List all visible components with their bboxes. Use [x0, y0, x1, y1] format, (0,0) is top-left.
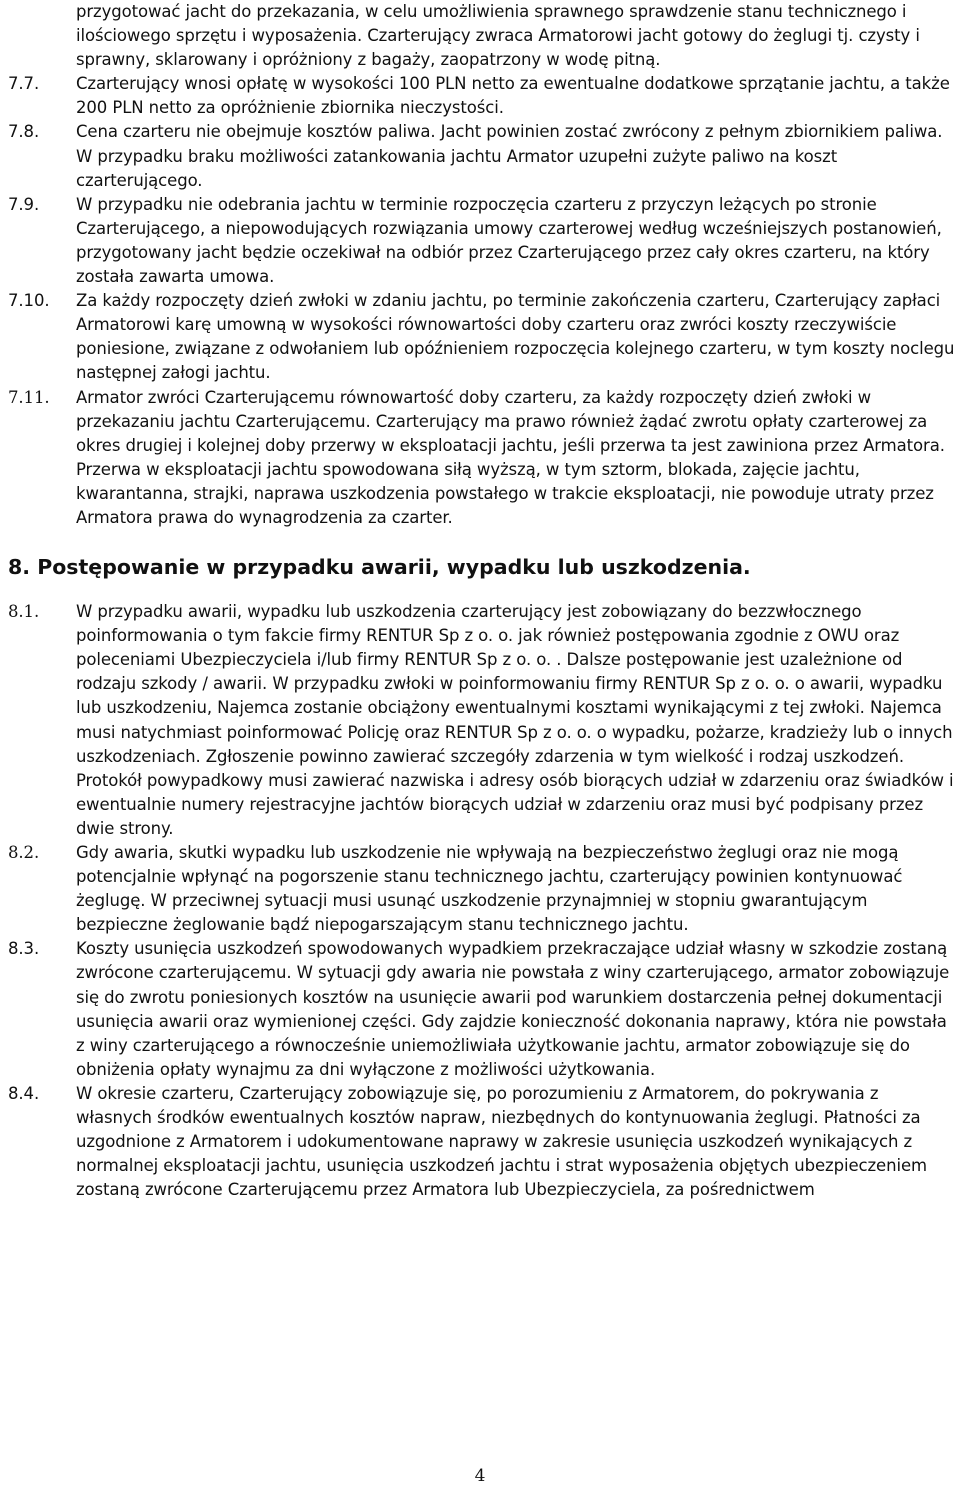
clause-8-4	[0, 1082, 960, 1202]
clause-number: 8.2.	[8, 843, 40, 862]
clause-number: 7.7.	[8, 74, 40, 94]
clause-7-11	[0, 386, 960, 531]
clause-8-1	[0, 600, 960, 841]
clause-8-3	[0, 937, 960, 1082]
clause-number: 7.8.	[8, 122, 40, 142]
clause-text: Za każdy rozpoczęty dzień zwłoki w zdaniu jachtu, po terminie zakończenia czarteru, Czarterujący zapłaci Armatorowi karę umowną w wysokości równowartości doby czarteru oraz zwróci koszty rzeczywiście poniesione, związane z odwołaniem lub opóźnieniem rozpoczęcia kolejnego czarteru, w tym koszty noclegu następnej załogi jachtu.	[76, 291, 955, 383]
clause-7-9	[0, 193, 960, 289]
clause-number: 8.1.	[8, 602, 40, 622]
continuation-paragraph	[0, 0, 960, 72]
clause-text: Cena czarteru nie obejmuje kosztów paliwa. Jacht powinien zostać zwrócony z pełnym zbiornikiem paliwa. W przypadku braku możliwości zatankowania jachtu Armator uzupełni zużyte paliwo na koszt czarterującego.	[76, 122, 943, 190]
section-8-heading: 8. Postępowanie w przypadku awarii, wypadku lub uszkodzenia.	[8, 555, 751, 580]
clause-7-7	[0, 72, 960, 120]
clause-number: 8.3.	[8, 939, 40, 959]
clause-number: 7.10.	[8, 291, 50, 311]
clause-8-2	[0, 841, 960, 937]
clause-text: Gdy awaria, skutki wypadku lub uszkodzenie nie wpływają na bezpieczeństwo żeglugi oraz nie mogą potencjalnie wpłynąć na pogorszenie stanu technicznego jachtu, czarterujący powinien kontynuować żeglugę. W przeciwnej sytuacji musi usunąć uszkodzenie przynajmniej w stopniu gwarantującym bezpieczne żeglowanie bądź niepogarszającym stanu technicznego jachtu.	[76, 843, 903, 935]
clause-number: 7.9.	[8, 194, 40, 214]
clause-number: 7.11.	[8, 387, 50, 407]
clause-number: 8.4.	[8, 1083, 40, 1103]
clause-text: Czarterujący wnosi opłatę w wysokości 100 PLN netto za ewentualne dodatkowe sprzątanie jachtu, a także 200 PLN netto za opróżnienie zbiornika nieczystości.	[76, 74, 950, 118]
spacer	[0, 530, 960, 554]
clause-text: W przypadku awarii, wypadku lub uszkodzenia czarterujący jest zobowiązany do bezzwłocznego poinformowania o tym fakcie firmy RENTUR Sp z o. o. jak również postępowania zgodnie z OWU oraz poleceniami Ubezpieczyciela i/lub firmy RENTUR Sp z o. o. . Dalsze postępowanie jest uzależnione od rodzaju szkody / awarii. W przypadku zwłoki w poinformowaniu firmy RENTUR Sp z o. o. o awarii, wypadku lub uszkodzeniu, Najemca zostanie obciążony ewentualnymi kosztami wynikającymi z tej zwłoki. Najemca musi natychmiast poinformować Policję oraz RENTUR Sp z o. o. o wypadku, pożarze, kradzieży lub o innych uszkodzeniach. Zgłoszenie powinno zawierać szczegóły zdarzenia w tym wielkość i rodzaj uszkodzeń. Protokół powypadkowy musi zawierać nazwiska i adresy osób biorących udział w zdarzeniu oraz świadków i ewentualnie numery rejestracyjne jachtów biorących udział w zdarzeniu oraz musi być podpisany przez dwie strony.	[76, 602, 954, 838]
clause-text: W przypadku nie odebrania jachtu w terminie rozpoczęcia czarteru z przyczyn leżących po stronie Czarterującego, a niepowodujących rozwiązania umowy czarterowej według wcześniejszych postanowień, przygotowany jacht będzie oczekiwał na odbiór przez Czarterującego przez cały okres czarteru, na który została zawarta umowa.	[76, 194, 942, 287]
page-number: 4	[474, 1466, 486, 1486]
clause-text: Armator zwróci Czarterującemu równowartość doby czarteru, za każdy rozpoczęty dzień zwłoki w przekazaniu jachtu Czarterującemu. Czarterujący ma prawo również żądać zwrotu opłaty czarterowej za okres drugiej i kolejnej doby przerwy w eksploatacji jachtu, jeśli przerwa ta jest zawiniona przez Armatora. Przerwa w eksploatacji jachtu spowodowana siłą wyższą, w tym sztorm, blokada, zajęcie jachtu, kwarantanna, strajki, naprawa uszkodzenia powstałego w trakcie eksploatacji, nie powoduje utraty przez Armatora prawa do wynagrodzenia za czarter.	[76, 387, 945, 527]
clause-7-8	[0, 120, 960, 192]
clause-text: W okresie czarteru, Czarterujący zobowiązuje się, po porozumieniu z Armatorem, do pokrywania z własnych środków ewentualnych kosztów napraw, niezbędnych do kontynuowania żeglugi. Płatności za uzgodnione z Armatorem i udokumentowane naprawy w zakresie usunięcia uszkodzeń wynikających z normalnej eksploatacji jachtu, usunięcia uszkodzeń jachtu i strat wyposażenia objętych ubezpieczeniem zostaną zwrócone Czarterującemu przez Armatora lub Ubezpieczyciela, za pośrednictwem	[76, 1083, 927, 1200]
clause-text: Koszty usunięcia uszkodzeń spowodowanych wypadkiem przekraczające udział własny w szkodzie zostaną zwrócone czarterującemu. W sytuacji gdy awaria nie powstała z winy czarterującego, armator zobowiązuje się do zwrotu poniesionych kosztów na usunięcie awarii pod warunkiem dostarczenia pełnej dokumentacji usunięcia awarii oraz wymienionej części. Gdy zajdzie konieczność dokonania naprawy, która nie powstała z winy czarterującego a równocześnie uniemożliwiała użytkowanie jachtu, armator zobowiązuje się do obniżenia opłaty wynajmu za dni wyłączone z możliwości użytkowania.	[76, 939, 950, 1079]
continuation-text: przygotować jacht do przekazania, w celu umożliwienia sprawnego sprawdzenie stanu technicznego i ilościowego sprzętu i wyposażenia. Czarterujący zwraca Armatorowi jacht gotowy do żeglugi tj. czysty i sprawny, sklarowany i opróżniony z bagaży, zaopatrzony w wodę pitną.	[76, 2, 920, 70]
clause-7-10	[0, 289, 960, 385]
